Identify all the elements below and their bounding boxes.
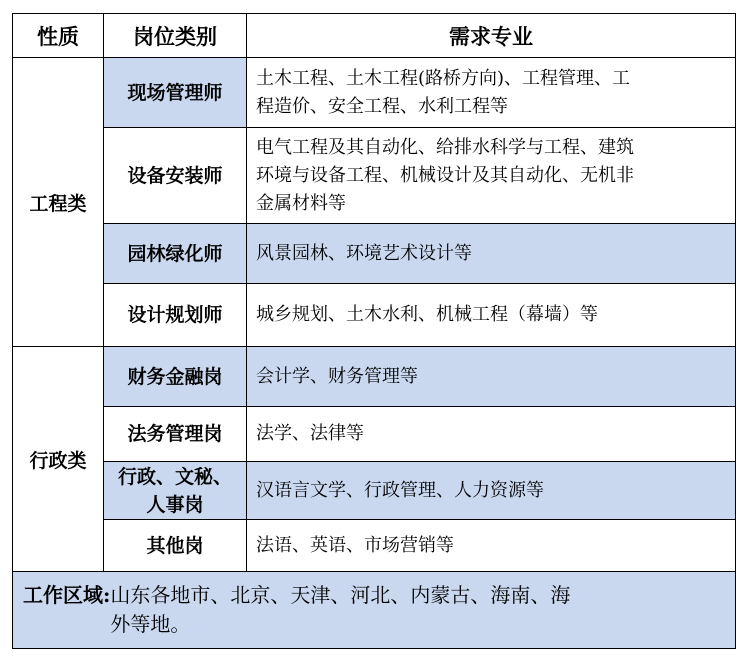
majors-cell xyxy=(247,462,736,520)
category-administration: 行政类 xyxy=(13,347,104,572)
majors-line: 城乡规划、土木水利、机械工程（幕墙）等 xyxy=(256,304,598,325)
header-majors: 需求专业 xyxy=(247,14,736,58)
position-cell: 其他岗 xyxy=(104,520,247,572)
position-line: 人事岗 xyxy=(146,493,204,516)
recruitment-table xyxy=(12,13,736,649)
table-row xyxy=(13,520,736,572)
position-cell: 法务管理岗 xyxy=(104,407,247,462)
table-row xyxy=(13,347,736,407)
position-cell: 园林绿化师 xyxy=(104,224,247,284)
header-row xyxy=(13,14,736,58)
table-row xyxy=(13,128,736,224)
table-row xyxy=(13,58,736,128)
header-category: 性质 xyxy=(13,14,104,58)
table-row xyxy=(13,224,736,284)
work-region-label: 工作区域: xyxy=(23,583,111,607)
work-region-cell xyxy=(13,572,736,649)
header-position: 岗位类别 xyxy=(104,14,247,58)
majors-cell xyxy=(247,128,736,224)
majors-line: 风景园林、环境艺术设计等 xyxy=(256,242,472,264)
majors-line: 金属材料等 xyxy=(256,192,346,214)
work-region-line: 山东各地市、北京、天津、河北、内蒙古、海南、海 xyxy=(110,583,571,607)
majors-line: 环境与设备工程、机械设计及其自动化、无机非 xyxy=(256,164,634,186)
majors-cell xyxy=(247,347,736,407)
position-cell: 设计规划师 xyxy=(104,284,247,347)
position-line: 行政、文秘、 xyxy=(117,465,232,488)
majors-cell xyxy=(247,520,736,572)
majors-cell xyxy=(247,224,736,284)
category-engineering: 工程类 xyxy=(13,58,104,347)
position-cell: 财务金融岗 xyxy=(104,347,247,407)
majors-line: 法学、法律等 xyxy=(256,423,364,444)
majors-line: 法语、英语、市场营销等 xyxy=(256,534,454,556)
majors-cell xyxy=(247,407,736,462)
majors-line: 土木工程、土木工程(路桥方向)、工程管理、工 xyxy=(256,67,631,89)
position-cell: 现场管理师 xyxy=(104,58,247,128)
table-row xyxy=(13,462,736,520)
recruitment-table-wrapper xyxy=(12,13,736,649)
majors-line: 会计学、财务管理等 xyxy=(256,365,418,387)
majors-line: 程造价、安全工程、水利工程等 xyxy=(256,95,508,117)
table-row xyxy=(13,407,736,462)
majors-line: 汉语言文学、行政管理、人力资源等 xyxy=(256,479,544,501)
position-cell xyxy=(104,462,247,520)
majors-line: 电气工程及其自动化、给排水科学与工程、建筑 xyxy=(256,136,634,158)
majors-cell xyxy=(247,58,736,128)
table-row xyxy=(13,284,736,347)
work-region-text xyxy=(110,581,723,639)
footer-row xyxy=(13,572,736,649)
majors-cell xyxy=(247,284,736,347)
work-region-line: 外等地。 xyxy=(110,612,191,636)
position-cell: 设备安装师 xyxy=(104,128,247,224)
